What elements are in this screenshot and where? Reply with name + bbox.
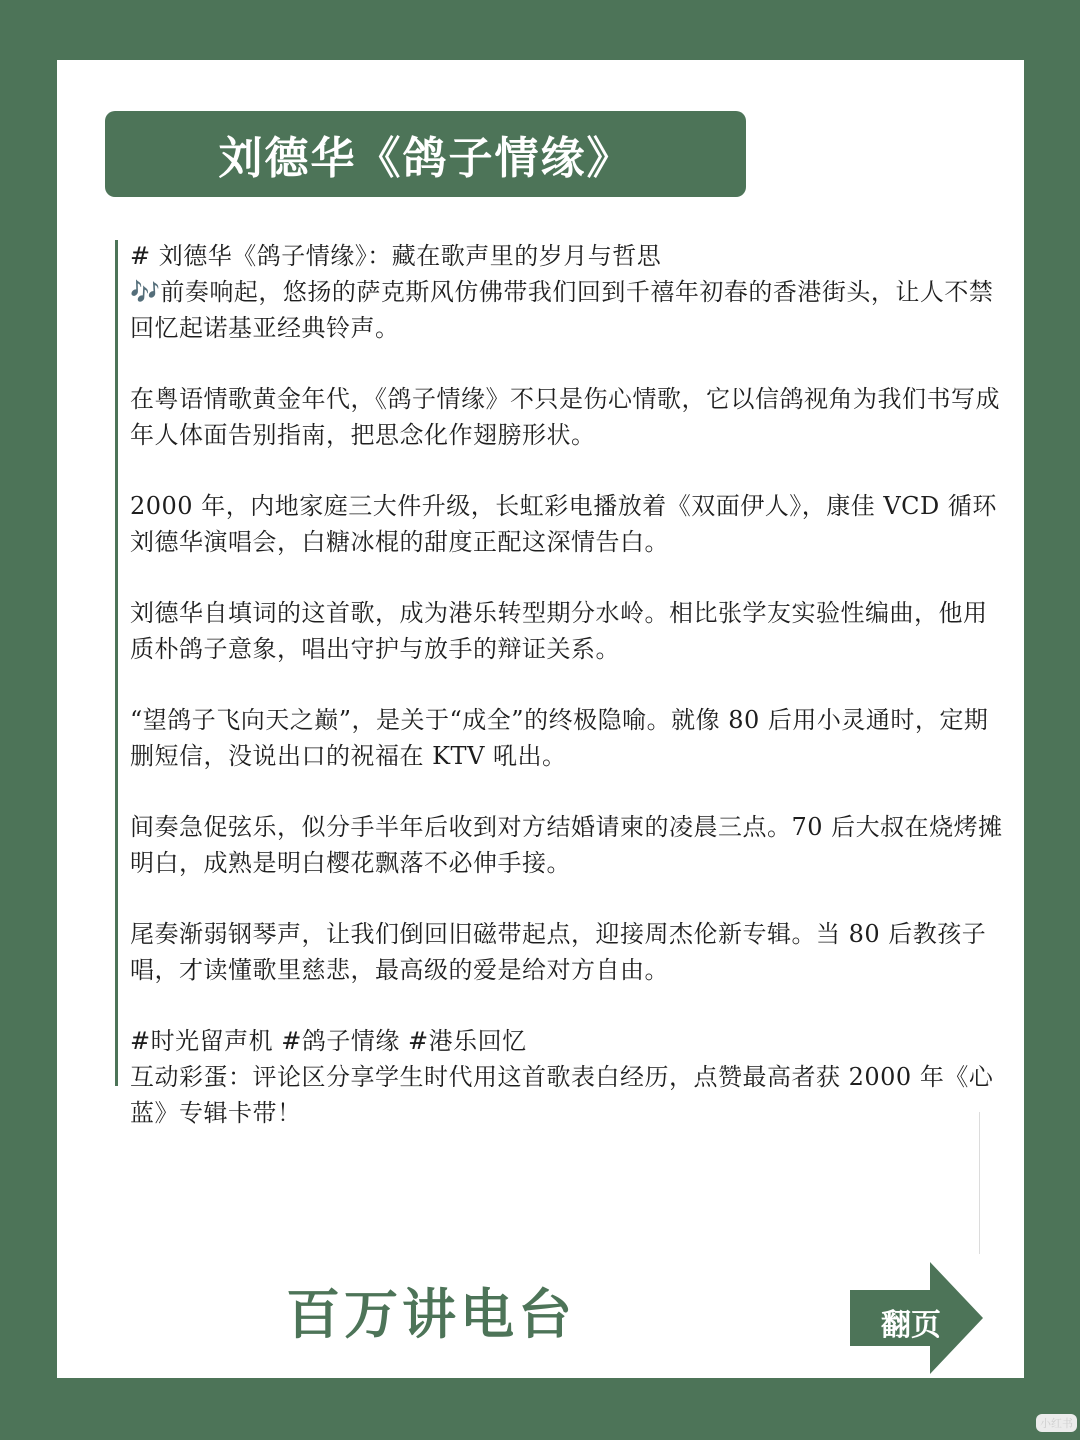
article-heading: # 刘德华《鸽子情缘》：藏在歌声里的岁月与哲思	[130, 242, 662, 270]
brand-name: 百万讲电台	[286, 1283, 576, 1346]
content-card	[57, 60, 1024, 1378]
paragraph-5: “望鸽子飞向天之巅”，是关于“成全”的终极隐喻。就像 80 后用小灵通时，定期删短信，没说出口的祝福在 KTV 吼出。	[130, 706, 989, 770]
left-accent-rule	[115, 240, 118, 1086]
music-note-icon: 🎶	[130, 278, 161, 306]
watermark: 小红书	[1036, 1414, 1077, 1432]
paragraph-1-text: 前奏响起，悠扬的萨克斯风仿佛带我们回到千禧年初春的香港街头，让人不禁回忆起诺基亚经典铃声。	[130, 278, 994, 342]
paragraph-7: 尾奏渐弱钢琴声，让我们倒回旧磁带起点，迎接周杰伦新专辑。当 80 后教孩子唱，才读懂歌里慈悲，最高级的爱是给对方自由。	[130, 920, 987, 984]
interactive-note: 互动彩蛋：评论区分享学生时代用这首歌表白经历，点赞最高者获 2000 年《心蓝》专辑卡带！	[130, 1063, 994, 1127]
page-title: 刘德华《鸽子情缘》	[218, 133, 633, 184]
hashtags: #时光留声机 #鸽子情缘 #港乐回忆	[130, 1027, 527, 1055]
paragraph-6: 间奏急促弦乐，似分手半年后收到对方结婚请柬的凌晨三点。70 后大叔在烧烤摊明白，成熟是明白樱花飘落不必伸手接。	[130, 813, 1003, 877]
article-body	[130, 238, 1010, 1131]
paragraph-3: 2000 年，内地家庭三大件升级，长虹彩电播放着《双面伊人》，康佳 VCD 循环刘德华演唱会，白糖冰棍的甜度正配这深情告白。	[130, 492, 997, 556]
paragraph-2: 在粤语情歌黄金年代，《鸽子情缘》不只是伤心情歌，它以信鸽视角为我们书写成年人体面告别指南，把思念化作翅膀形状。	[130, 385, 1000, 449]
next-page-label: 翻页	[881, 1308, 941, 1343]
next-page-button[interactable]	[850, 1262, 990, 1374]
paragraph-4: 刘德华自填词的这首歌，成为港乐转型期分水岭。相比张学友实验性编曲，他用质朴鸽子意象，唱出守护与放手的辩证关系。	[130, 599, 988, 663]
right-divider-rule	[979, 1112, 980, 1254]
title-banner	[105, 111, 746, 197]
paragraph-1	[130, 274, 1010, 346]
